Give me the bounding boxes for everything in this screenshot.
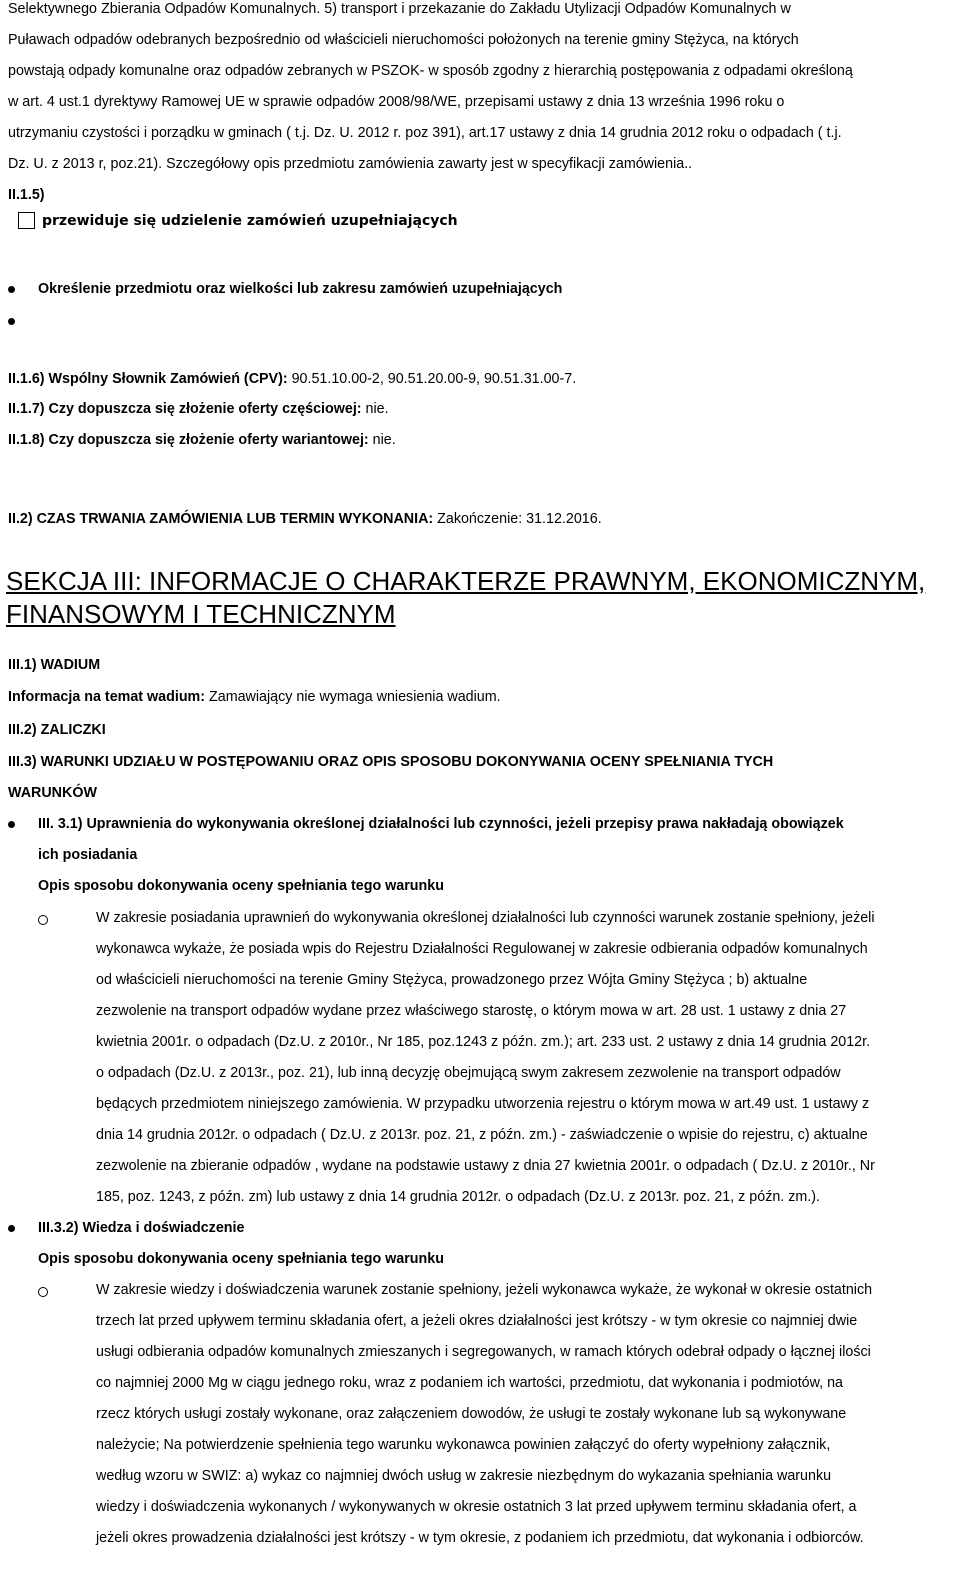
permits-text-line: będących przedmiotem niniejszego zamówienia. W przypadku utworzenia rejestru o którym mowa w art.49 ust. 1 ustawy z [96, 1096, 870, 1112]
partial-offer-line [8, 396, 952, 423]
bullet-icon [8, 821, 15, 828]
permits-text-line: wykonawca wykaże, że posiada wpis do Rejestru Działalności Regulowanej w zakresie odbierania odpadów komunalnych [96, 941, 868, 957]
experience-heading: III.3.2) Wiedza i doświadczenie [38, 1220, 245, 1236]
permits-heading-line-1: III. 3.1) Uprawnienia do wykonywania określonej działalności lub czynności, jeżeli przepisy prawa nakładają obowiązek [38, 816, 844, 832]
experience-text-line: usługi odbierania odpadów komunalnych zmieszanych i segregowanych, w ramach których odebrał odpady o łącznej ilości [96, 1344, 871, 1360]
experience-text-line: według wzoru w SWIZ: a) wykaz co najmniej dwóch usług w zakresie niezbędnym do wykazania spełniania warunku [96, 1468, 832, 1484]
permits-text-line: dnia 14 grudnia 2012r. o odpadach ( Dz.U. z 2013r. poz. 21, z późn. zm.) - zaświadczenie o wpisie do rejestru, c) aktualne [96, 1127, 868, 1143]
section-iii-title-line-1: SEKCJA III: INFORMACJE O CHARAKTERZE PRAWNYM, EKONOMICZNYM, [6, 566, 926, 596]
permits-text-line: zezwolenie na zbieranie odpadów , wydane na podstawie ustawy z dnia 27 kwietnia 2001r. o odpadach ( Dz.U. z 2010r., Nr [96, 1158, 875, 1174]
supplementary-orders-checkbox[interactable] [18, 212, 35, 229]
experience-assessment-label: Opis sposobu dokonywania oceny spełniania tego warunku [38, 1251, 444, 1267]
intro-line-1: Selektywnego Zbierania Odpadów Komunalnych. 5) transport i przekazanie do Zakładu Utylizacji Odpadów Komunalnych w [8, 1, 791, 17]
permits-text-line: zezwolenie na transport odpadów wydane przez właściwego starostę, o którym mowa w art. 28 ust. 1 ustawy z dnia 27 [96, 1003, 847, 1019]
bullet-icon [8, 1225, 15, 1232]
intro-line-2: Puławach odpadów odebranych bezpośrednio od właścicieli nieruchomości położonych na terenie gminy Stężyca, na których [8, 32, 799, 48]
experience-text-line: trzech lat przed upływem terminu składania ofert, a jeżeli okres działalności jest krótszy - w tym okresie co najmniej dwie [96, 1313, 858, 1329]
permits-text-line: W zakresie posiadania uprawnień do wykonywania określonej działalności lub czynności warunek zostanie spełniony, jeżeli [96, 910, 875, 926]
duration-label: II.2) CZAS TRWANIA ZAMÓWIENIA LUB TERMIN WYKONANIA: [8, 511, 434, 527]
cpv-label: II.1.6) Wspólny Słownik Zamówień (CPV): [8, 371, 288, 387]
duration-line [8, 506, 952, 533]
supplementary-scope-label: Określenie przedmiotu oraz wielkości lub zakresu zamówień uzupełniających [38, 281, 563, 297]
section-ii-1-5-heading: II.1.5) [8, 187, 45, 203]
conditions-heading-line-1: III.3) WARUNKI UDZIAŁU W POSTĘPOWANIU ORAZ OPIS SPOSOBU DOKONYWANIA OCENY SPEŁNIANIA TYCH [8, 754, 774, 770]
wadium-info-label: Informacja na temat wadium: [8, 689, 206, 705]
cpv-line [8, 366, 952, 393]
permits-heading-line-2: ich posiadania [38, 847, 138, 863]
variant-offer-line [8, 427, 952, 454]
intro-line-5: utrzymaniu czystości i porządku w gminach ( t.j. Dz. U. 2012 r. poz 391), art.17 ustawy z dnia 14 grudnia 2012 roku o odpadach ( t.j. [8, 125, 842, 141]
permits-text-line: kwietnia 2001r. o odpadach (Dz.U. z 2010r., Nr 185, poz.1243 z późn. zm.); art. 233 ust. 2 ustawy z dnia 14 grudnia 2012r. [96, 1034, 871, 1050]
partial-offer-label: II.1.7) Czy dopuszcza się złożenie oferty częściowej: [8, 401, 362, 417]
conditions-heading-line-2: WARUNKÓW [8, 785, 97, 801]
bullet-icon [8, 286, 15, 293]
section-iii-title-line-2: FINANSOWYM I TECHNICZNYM [6, 599, 396, 629]
supplementary-orders-label: przewiduje się udzielenie zamówień uzupełniających [42, 213, 458, 229]
experience-text-line: co najmniej 2000 Mg w ciągu jednego roku, wraz z podaniem ich wartości, przedmiotu, dat wykonania i podmiotów, na [96, 1375, 844, 1391]
experience-text-line: należycie; Na potwierdzenie spełnienia tego warunku wykonawca powinien załączyć do oferty wypełniony załącznik, [96, 1437, 831, 1453]
wadium-info-value: Zamawiający nie wymaga wniesienia wadium. [205, 689, 501, 705]
variant-offer-label: II.1.8) Czy dopuszcza się złożenie oferty wariantowej: [8, 432, 369, 448]
experience-text-line: W zakresie wiedzy i doświadczenia warunek zostanie spełniony, jeżeli wykonawca wykaże, że wykonał w okresie ostatnich [96, 1282, 873, 1298]
circle-bullet-icon [38, 1287, 48, 1297]
duration-value: Zakończenie: 31.12.2016. [433, 511, 602, 527]
bullet-icon [8, 318, 15, 325]
permits-text-line: o odpadach (Dz.U. z 2013r., poz. 21), lub inną decyzję obejmującą swym zakresem zezwolenie na transport odpadów [96, 1065, 841, 1081]
wadium-info-line [8, 684, 952, 711]
experience-text-line: wiedzy i doświadczenia wykonanych / wykonywanych w okresie ostatnich 3 lat przed upływem terminu składania ofert, a [96, 1499, 857, 1515]
intro-line-3: powstają odpady komunalne oraz odpadów zebranych w PSZOK- w sposób zgodny z hierarchią postępowania z odpadami określoną [8, 63, 853, 79]
permits-assessment-label: Opis sposobu dokonywania oceny spełniania tego warunku [38, 878, 444, 894]
experience-text-line: jeżeli okres prowadzenia działalności jest krótszy - w tym okresie, z podaniem ich przedmiotu, dat wykonania i odbiorców. [96, 1530, 864, 1546]
partial-offer-value: nie. [361, 401, 389, 417]
variant-offer-value: nie. [368, 432, 396, 448]
experience-text-line: rzecz których usługi zostały wykonane, oraz załączeniem dowodów, że usługi te zostały wykonane lub są wykonywane [96, 1406, 847, 1422]
intro-line-4: w art. 4 ust.1 dyrektywy Ramowej UE w sprawie odpadów 2008/98/WE, przepisami ustawy z dnia 13 września 1996 roku o [8, 94, 785, 110]
intro-line-6: Dz. U. z 2013 r, poz.21). Szczegółowy opis przedmiotu zamówienia zawarty jest w specyfikacji zamówienia.. [8, 156, 693, 172]
cpv-value: 90.51.10.00-2, 90.51.20.00-9, 90.51.31.00-7. [287, 371, 577, 387]
permits-text-line: od właścicieli nieruchomości na terenie Gminy Stężyca, prowadzonego przez Wójta Gminy Stężyca ; b) aktualne [96, 972, 808, 988]
advances-heading: III.2) ZALICZKI [8, 722, 106, 738]
permits-text-line: 185, poz. 1243, z późn. zm) lub ustawy z dnia 14 grudnia 2012r. o odpadach (Dz.U. z 2013r. poz. 21, z późn. zm.). [96, 1189, 820, 1205]
wadium-heading: III.1) WADIUM [8, 657, 101, 673]
circle-bullet-icon [38, 915, 48, 925]
